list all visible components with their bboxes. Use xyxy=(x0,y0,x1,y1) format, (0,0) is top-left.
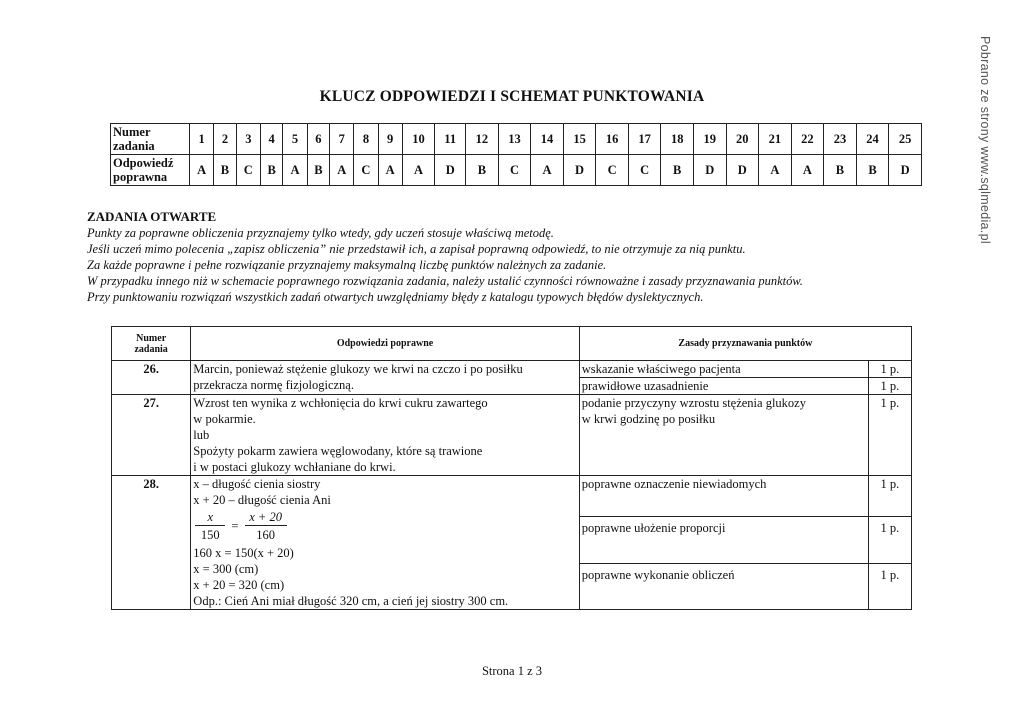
key-task-number: 21 xyxy=(759,124,792,155)
key-answer: A xyxy=(330,155,354,186)
key-task-number: 15 xyxy=(563,124,596,155)
points: 1 p. xyxy=(868,395,911,476)
key-task-number: 8 xyxy=(354,124,378,155)
key-answer: B xyxy=(466,155,499,186)
answer-line: x = 300 (cm) xyxy=(193,562,259,576)
answer-key-table xyxy=(110,123,922,186)
task-28-answer xyxy=(191,476,579,610)
key-task-number: 6 xyxy=(307,124,330,155)
answer-line: x + 20 – długość cienia Ani xyxy=(193,493,331,507)
key-task-number: 16 xyxy=(596,124,629,155)
key-number-header-b: zadania xyxy=(113,139,155,153)
task-27-answer xyxy=(191,395,579,476)
open-tasks-rule: Przy punktowaniu rozwiązań wszystkich zadań otwartych uwzględniamy błędy z katalogu typowych błędów dyslektycznych. xyxy=(87,290,704,304)
key-answer: D xyxy=(889,155,922,186)
key-task-number: 17 xyxy=(628,124,661,155)
key-task-number: 4 xyxy=(260,124,283,155)
open-tasks-rule: W przypadku innego niż w schemacie poprawnego rozwiązania zadania, należy ustalić czynności równoważne i zasady przyznawania punktów. xyxy=(87,274,803,288)
key-task-number: 3 xyxy=(236,124,260,155)
key-answer: B xyxy=(661,155,694,186)
key-answer: D xyxy=(435,155,466,186)
key-task-number: 7 xyxy=(330,124,354,155)
key-answer: D xyxy=(726,155,759,186)
answer-line: i w postaci glukozy wchłaniane do krwi. xyxy=(193,460,396,474)
key-task-number: 23 xyxy=(824,124,857,155)
header-rules: Zasady przyznawania punktów xyxy=(579,327,911,361)
open-tasks-heading: ZADANIA OTWARTE xyxy=(87,209,217,224)
key-task-number: 20 xyxy=(726,124,759,155)
key-answer: D xyxy=(693,155,726,186)
source-watermark: Pobrano ze strony www.sqlmedia.pl xyxy=(978,36,992,244)
key-answer: B xyxy=(260,155,283,186)
answer-line: x – długość cienia siostry xyxy=(193,477,321,491)
answer-line: Wzrost ten wynika z wchłonięcia do krwi cukru zawartego xyxy=(193,396,488,410)
key-task-number: 22 xyxy=(791,124,824,155)
key-task-number: 18 xyxy=(661,124,694,155)
key-answer: A xyxy=(791,155,824,186)
task-27-rule xyxy=(579,395,868,476)
task-number: 28. xyxy=(112,476,191,610)
key-task-number: 19 xyxy=(693,124,726,155)
answer-line: x + 20 = 320 (cm) xyxy=(193,578,285,592)
key-task-number: 11 xyxy=(435,124,466,155)
answer-line: przekracza normę fizjologiczną. xyxy=(193,378,354,392)
points: 1 p. xyxy=(869,517,911,564)
page-title: KLUCZ ODPOWIEDZI I SCHEMAT PUNKTOWANIA xyxy=(319,88,705,105)
key-task-number: 9 xyxy=(378,124,402,155)
fraction-denominator: 150 xyxy=(195,525,225,543)
key-answer: A xyxy=(531,155,564,186)
key-task-number: 24 xyxy=(856,124,889,155)
rule-text: poprawne ułożenie proporcji xyxy=(580,517,868,564)
key-row-numbers xyxy=(111,124,922,155)
task-number: 26. xyxy=(112,361,191,395)
key-answer-header-a: Odpowiedź xyxy=(113,156,174,170)
answers-header-row xyxy=(112,327,912,361)
key-answer: C xyxy=(498,155,531,186)
key-row-answers xyxy=(111,155,922,186)
key-answer: C xyxy=(628,155,661,186)
answer-line: lub xyxy=(193,428,210,442)
rule-text: podanie przyczyny wzrostu stężenia glukozy xyxy=(581,396,806,410)
key-task-number: 14 xyxy=(531,124,564,155)
answers-table xyxy=(111,326,912,610)
header-task-number-a: Numer xyxy=(136,332,167,344)
key-task-number: 5 xyxy=(283,124,307,155)
key-answer: B xyxy=(856,155,889,186)
key-task-number: 12 xyxy=(466,124,499,155)
key-answer: A xyxy=(283,155,307,186)
key-answer: C xyxy=(596,155,629,186)
answer-line: Spożyty pokarm zawiera węglowodany, które są trawione xyxy=(193,444,483,458)
key-answer: A xyxy=(190,155,214,186)
task-26-row-a xyxy=(112,361,912,378)
page-number: Strona 1 z 3 xyxy=(481,664,543,678)
header-task-number-b: zadania xyxy=(134,343,168,355)
fraction-right xyxy=(245,509,287,543)
key-answer: D xyxy=(563,155,596,186)
proportion xyxy=(193,508,576,545)
task-number: 27. xyxy=(112,395,191,476)
key-answer: B xyxy=(214,155,237,186)
key-answer: C xyxy=(354,155,378,186)
rule-text: wskazanie właściwego pacjenta xyxy=(579,361,868,378)
answer-line: Marcin, ponieważ stężenie glukozy we krwi na czczo i po posiłku xyxy=(193,362,523,376)
key-number-header-a: Numer xyxy=(113,125,151,139)
answer-line: 160 x = 150(x + 20) xyxy=(193,546,294,560)
key-answer-header-b: poprawna xyxy=(113,170,168,184)
key-answer: C xyxy=(236,155,260,186)
points: 1 p. xyxy=(868,361,911,378)
fraction-numerator: x + 20 xyxy=(249,510,282,524)
key-task-number: 1 xyxy=(190,124,214,155)
open-tasks-rule: Jeśli uczeń mimo polecenia „zapisz obliczenia” nie przedstawił ich, a zapisał poprawną odpowiedź, to nie otrzymuje za nią punktu. xyxy=(87,242,746,256)
task-28-points xyxy=(868,476,911,610)
fraction-left xyxy=(195,509,225,543)
task-28-row xyxy=(112,476,912,610)
key-answer: A xyxy=(402,155,435,186)
task-27-row xyxy=(112,395,912,476)
answer-line: w pokarmie. xyxy=(193,412,256,426)
points: 1 p. xyxy=(880,568,900,582)
key-task-number: 10 xyxy=(402,124,435,155)
open-tasks-rule: Za każde poprawne i pełne rozwiązanie przyznajemy maksymalną liczbę punktów należnych za zadanie. xyxy=(87,258,607,272)
points: 1 p. xyxy=(868,378,911,395)
open-tasks-rule: Punkty za poprawne obliczenia przyznajemy tylko wtedy, gdy uczeń stosuje właściwą metodę. xyxy=(87,226,554,240)
open-tasks-section xyxy=(87,209,803,305)
key-task-number: 13 xyxy=(498,124,531,155)
key-task-number: 25 xyxy=(889,124,922,155)
equals-sign: = xyxy=(231,519,239,533)
header-answers: Odpowiedzi poprawne xyxy=(191,327,579,361)
answer-line: Odp.: Cień Ani miał długość 320 cm, a cień jej siostry 300 cm. xyxy=(193,594,509,608)
rule-text: w krwi godzinę po posiłku xyxy=(581,412,716,426)
fraction-denominator: 160 xyxy=(245,525,287,543)
rule-text: prawidłowe uzasadnienie xyxy=(579,378,868,395)
key-answer: B xyxy=(824,155,857,186)
points: 1 p. xyxy=(869,476,911,517)
key-answer-header xyxy=(111,155,190,186)
task-28-rules xyxy=(579,476,868,610)
key-task-number: 2 xyxy=(214,124,237,155)
key-answer: B xyxy=(307,155,330,186)
task-26-answer xyxy=(191,361,579,395)
rule-text: poprawne wykonanie obliczeń xyxy=(581,568,735,582)
fraction-numerator: x xyxy=(207,510,214,524)
header-task-number xyxy=(112,327,191,361)
rule-text: poprawne oznaczenie niewiadomych xyxy=(580,476,868,517)
key-number-header xyxy=(111,124,190,155)
key-answer: A xyxy=(378,155,402,186)
key-answer: A xyxy=(759,155,792,186)
